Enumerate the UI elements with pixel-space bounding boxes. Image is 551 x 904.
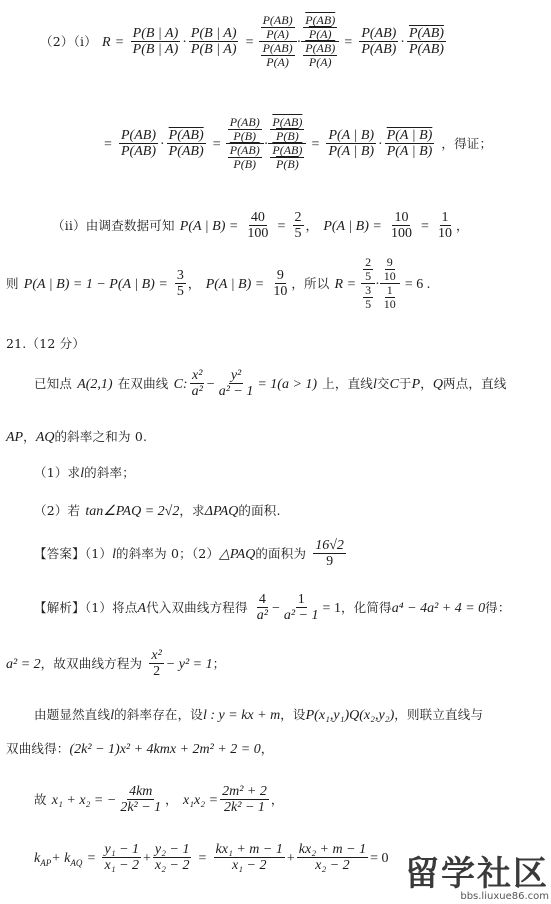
math-token: x₁ − 2 <box>104 858 140 873</box>
math-token: l <box>112 547 117 562</box>
fraction <box>270 116 304 143</box>
math-token: 的斜率为 0；（2） <box>116 546 220 561</box>
equals: = <box>115 35 124 50</box>
fraction <box>228 116 262 143</box>
math-token: 40 <box>250 210 265 225</box>
analysis-line-6: $k_{AP}+ k_{AQ}$ = $\frac{\text{y₁ − 1}}{\text{x₁ − 2}}$ + $\frac{\text{y₂ − 1}}{\text{x₂ − 2}}$ = $\frac{\text{kx₁ + m − 1}}{\text{x₁ − 2}}$ + $\frac{\text{kx₂ + m − 1}}{\text{x₂ − 2}}$ = 0 <box>34 842 389 873</box>
part2ii-line <box>52 210 469 241</box>
math-token: ； <box>212 656 226 671</box>
math-token: P(B | A) <box>132 42 179 57</box>
math-token: P(AB) <box>229 115 260 129</box>
math-token: 交 <box>376 376 390 391</box>
analysis-line-4 <box>6 738 273 758</box>
math-token: 1 <box>386 283 393 297</box>
question-stem-1: 已知点 A(2,1) 在双曲线 C: $\frac{\text{x²}}{\text{a²}}$ − $\frac{\text{y²}}{\text{a² − 1}}$ = 1(a > 1) 上，直线l交C于P，Q两点，直线 <box>34 368 507 399</box>
math-token: · <box>400 35 405 50</box>
sub-question-2 <box>34 500 281 520</box>
math-token: 两点，直线 <box>443 376 507 391</box>
math-token: A(2,1) <box>77 377 113 392</box>
watermark <box>405 856 549 902</box>
math-token: a² <box>191 384 203 399</box>
math-token: 3 <box>176 268 184 283</box>
math-token: ，化简得 <box>340 600 392 615</box>
math-token: 5 <box>176 284 184 299</box>
math-token: 2 <box>365 255 372 269</box>
math-token: = <box>198 851 207 866</box>
math-token: AP <box>6 430 24 445</box>
math-token: 已知点 <box>34 376 73 391</box>
math-token: (2k² − 1)x² + 4kmx + 2m² + 2 = 0 <box>69 742 261 757</box>
math-token: · <box>375 277 380 292</box>
fraction <box>270 144 304 171</box>
math-token: P(AB) <box>408 42 444 57</box>
math-token: P(AB) <box>262 13 293 27</box>
math-token: + k <box>51 851 71 866</box>
symbol-R: R <box>102 35 111 50</box>
math-token: AQ <box>70 858 83 869</box>
math-token: （2）若 <box>34 503 81 518</box>
math-token: AQ <box>35 430 55 445</box>
fraction <box>153 842 192 873</box>
math-token: tan∠PAQ = 2√2 <box>85 504 180 519</box>
math-token: · <box>296 35 302 50</box>
math-token: P(B | A) <box>190 26 237 41</box>
math-token: x₁ − 2 <box>231 858 267 873</box>
analysis-line-1 <box>34 592 511 623</box>
question-number: 21.（12 分） <box>6 336 86 351</box>
answer-line <box>34 538 348 569</box>
math-token: ， <box>23 429 36 444</box>
math-token: P(AB) <box>262 41 293 55</box>
math-token: 则 <box>6 276 19 291</box>
math-token: = <box>245 35 254 50</box>
part2-line1 <box>40 14 448 69</box>
fraction <box>167 128 206 159</box>
fraction <box>297 842 368 873</box>
math-token: 2 <box>153 664 161 679</box>
math-token: 4 <box>258 592 266 607</box>
math-token: ，求 <box>179 503 205 518</box>
watermark-brand: 留学社区 <box>405 854 549 894</box>
math-token: 得： <box>485 600 511 615</box>
math-token: P(AB) <box>272 143 303 157</box>
math-token: 于 <box>398 376 412 391</box>
fraction <box>271 268 289 299</box>
fraction <box>220 784 269 815</box>
math-token: l : y = kx + m <box>203 708 281 723</box>
math-token: C: <box>173 377 188 392</box>
fraction <box>189 26 239 57</box>
fraction <box>119 128 158 159</box>
math-token: 2k² − 1 <box>120 800 162 815</box>
question-stem-2 <box>6 426 147 446</box>
math-token: P(x₁,y₁)Q(x₂,y₂) <box>305 708 395 723</box>
fraction <box>407 26 446 57</box>
fraction <box>382 284 398 311</box>
math-token: P(AB) <box>168 128 204 143</box>
math-token: P(AB) <box>272 115 303 129</box>
math-token: P(A | B) = <box>179 219 239 234</box>
math-token: kx₁ + m − 1 <box>215 842 283 857</box>
math-token: P <box>411 377 421 392</box>
math-token: P(A) <box>266 27 289 41</box>
math-token: = 6 . <box>404 277 431 292</box>
math-token: R = <box>334 277 357 292</box>
math-token: P(A) <box>308 27 332 41</box>
math-token: P(B) <box>276 157 299 171</box>
analysis-line-3 <box>34 704 483 724</box>
math-token: 5 <box>294 226 302 241</box>
math-token: · <box>159 137 165 152</box>
math-token: = <box>421 219 429 234</box>
analysis-line-5 <box>34 784 284 815</box>
math-token: a² <box>256 608 268 623</box>
math-token: a⁴ − 4a² + 4 = 0 <box>391 601 486 616</box>
math-token: 代入双曲线方程得 <box>146 600 248 615</box>
math-token: 10 <box>394 210 409 225</box>
math-token: 16√2 <box>315 538 344 553</box>
fraction <box>131 26 181 57</box>
math-token: 1 <box>441 210 449 225</box>
math-token: x² <box>151 648 162 663</box>
fraction <box>359 26 398 57</box>
math-token: P(AB) <box>361 26 397 41</box>
math-token: = <box>311 137 320 152</box>
math-token: x² <box>191 368 203 383</box>
math-token: P(A | B) <box>328 144 375 159</box>
ratio-fraction <box>361 256 375 311</box>
math-token: 的面积为 <box>255 546 307 561</box>
math-token: 3 <box>365 283 372 297</box>
math-token: P(A) <box>308 55 332 69</box>
math-token: P(AB) <box>408 26 444 41</box>
math-token: · <box>182 35 187 50</box>
math-token: ， <box>270 792 284 807</box>
part2-line2 <box>104 116 492 171</box>
watermark-url: bbs.liuxue86.com <box>460 891 549 902</box>
fraction <box>175 268 186 299</box>
fraction <box>385 128 435 159</box>
fraction <box>261 42 295 69</box>
math-token: A <box>137 601 147 616</box>
math-token: 的面积. <box>238 503 281 518</box>
answer-label: 【答案】 <box>34 546 85 561</box>
fraction <box>255 592 270 623</box>
math-token: ，所以 <box>291 276 330 291</box>
fraction <box>303 42 337 69</box>
compound-fraction <box>301 14 339 69</box>
math-token: P(B | A) <box>132 26 179 41</box>
fraction <box>228 144 262 171</box>
math-token: a² = 2 <box>6 657 41 672</box>
analysis-line-2 <box>6 648 225 679</box>
math-token: ，则联立直线与 <box>394 707 484 722</box>
fraction <box>313 538 346 569</box>
math-token: P(A | B) <box>386 128 433 143</box>
math-token: 的斜率存在，设 <box>114 707 203 722</box>
math-token: = <box>87 851 96 866</box>
math-token: a² − 1 <box>283 608 319 623</box>
math-token: P(AB) <box>121 128 156 143</box>
math-token: ΔPAQ <box>204 504 239 519</box>
fraction <box>282 592 321 623</box>
fraction <box>326 128 376 159</box>
math-token: − y² = 1 <box>165 657 213 672</box>
ratio-fraction <box>380 256 400 311</box>
sub-question-1 <box>34 462 135 482</box>
fraction <box>217 368 256 399</box>
math-token: P(A) <box>266 55 289 69</box>
math-token: 100 <box>390 226 412 241</box>
math-token: x₂ − 2 <box>154 858 190 873</box>
math-token: 2 <box>294 210 302 225</box>
math-token: P(AB) <box>229 143 260 157</box>
math-token: P(B) <box>276 129 299 143</box>
math-token: l <box>372 377 377 392</box>
math-token: P(AB) <box>121 144 156 159</box>
math-token: l <box>110 708 115 723</box>
math-token: （1）求 <box>34 465 81 480</box>
math-token: · <box>263 137 269 152</box>
math-token: y² <box>230 368 242 383</box>
math-token: 由题显然直线 <box>34 707 111 722</box>
math-token: C <box>389 377 399 392</box>
math-token: 1 <box>297 592 305 607</box>
compound-fraction <box>268 116 306 171</box>
math-token: = 1(a > 1) <box>257 377 318 392</box>
part2ii-lead: （ii）由调查数据可知 <box>52 218 175 233</box>
fraction <box>303 14 337 41</box>
math-token: 10 <box>438 226 453 241</box>
fraction <box>102 842 141 873</box>
math-token: 10 <box>383 297 396 311</box>
math-token: 的斜率之和为 0. <box>54 429 148 444</box>
fraction <box>382 256 398 283</box>
math-token: 上，直线 <box>322 376 373 391</box>
math-token: P(A | B) = <box>205 277 265 292</box>
math-token: 2m² + 2 <box>222 784 267 799</box>
math-token: 9 <box>386 255 393 269</box>
math-token: 5 <box>365 297 372 311</box>
math-token: ，设 <box>280 707 306 722</box>
math-token: ， <box>305 218 319 233</box>
math-token: 100 <box>247 226 269 241</box>
math-token: = 1 <box>322 601 341 616</box>
math-token: Q <box>432 377 444 392</box>
math-token: AP <box>40 858 52 869</box>
math-token: ， <box>260 741 274 756</box>
math-token: a² − 1 <box>218 384 254 399</box>
math-token: l <box>80 466 85 481</box>
math-token: x₂ − 2 <box>315 858 350 873</box>
math-token: 9 <box>276 268 284 283</box>
fraction <box>363 284 373 311</box>
fraction <box>245 210 270 241</box>
math-token: P(AB) <box>305 41 336 55</box>
math-token: 9 <box>326 554 334 569</box>
math-token: 2k² − 1 <box>224 800 265 815</box>
fraction <box>363 256 373 283</box>
compound-fraction <box>226 116 264 171</box>
fraction <box>436 210 454 241</box>
math-token: = <box>104 137 112 152</box>
analysis-label: 【解析】 <box>34 600 85 615</box>
math-token: · <box>378 137 383 152</box>
part2-heading: （2）（i） <box>40 34 97 49</box>
math-token: P(A | B) <box>386 144 433 159</box>
proven-text: ，得证； <box>441 136 493 151</box>
math-token: 5 <box>365 269 372 283</box>
math-token: − <box>271 601 280 616</box>
math-token: y₁ − 1 <box>104 842 140 857</box>
math-token: P(B) <box>233 129 257 143</box>
math-token: （1） <box>84 546 113 561</box>
math-token: 双曲线得： <box>6 741 70 756</box>
math-token: P(AB) <box>305 13 336 27</box>
then-line <box>6 256 430 311</box>
math-token: ， <box>165 792 178 807</box>
math-token: 10 <box>383 269 396 283</box>
math-token: P(B) <box>233 157 257 171</box>
compound-fraction <box>259 14 297 69</box>
math-token: 在双曲线 <box>117 376 169 391</box>
math-token: 10 <box>273 284 288 299</box>
math-token: P(AB) <box>361 42 397 57</box>
math-token: k <box>34 851 41 866</box>
math-token: P(A | B) <box>328 128 375 143</box>
fraction <box>214 842 285 873</box>
math-token: P(AB) <box>168 144 204 159</box>
math-token: ， <box>187 276 201 291</box>
fraction <box>261 14 295 41</box>
math-token: = <box>212 137 221 152</box>
math-token: x₁ + x₂ = − <box>51 793 117 808</box>
fraction <box>293 210 304 241</box>
math-token: （1）将点 <box>84 600 138 615</box>
math-token: P(B | A) <box>190 42 237 57</box>
math-token: 故 <box>34 792 47 807</box>
math-token: = 0 <box>370 851 389 866</box>
math-token: kx₂ + m − 1 <box>298 842 367 857</box>
math-token: x₁x₂ = <box>182 793 219 808</box>
math-token: P(A | B) = <box>323 219 382 234</box>
fraction <box>389 210 414 241</box>
fraction <box>149 648 163 679</box>
fraction <box>190 368 205 399</box>
math-token: = <box>277 219 286 234</box>
math-token: P(A | B) = 1 − P(A | B) = <box>23 277 168 292</box>
math-token: ， <box>420 376 433 391</box>
math-token: ，故双曲线方程为 <box>40 656 143 671</box>
fraction <box>118 784 163 815</box>
math-token: △PAQ <box>219 547 256 562</box>
math-token: ， <box>456 218 469 233</box>
math-token: 的斜率； <box>84 465 135 480</box>
math-token: y₂ − 1 <box>154 842 190 857</box>
math-token: = <box>344 35 353 50</box>
math-token: 4km <box>129 784 153 799</box>
